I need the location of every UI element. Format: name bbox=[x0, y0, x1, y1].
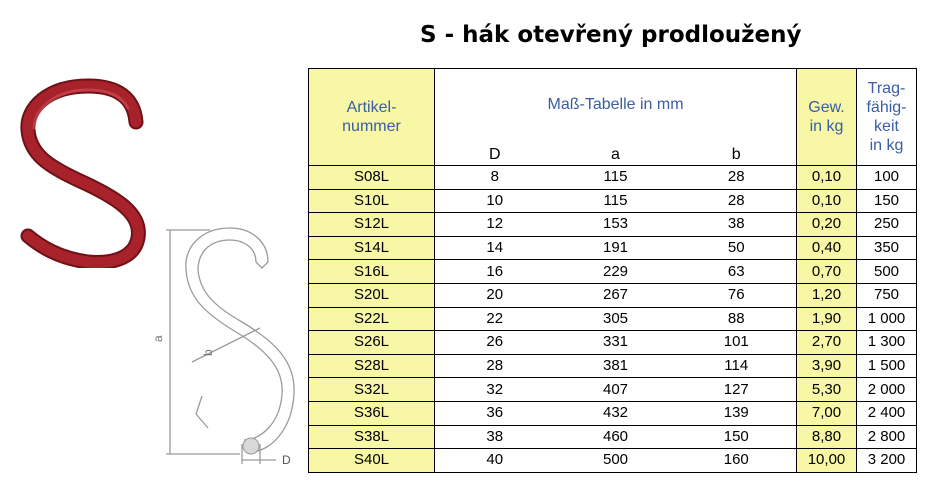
cell-D: 20 bbox=[435, 283, 555, 307]
cell-b: 63 bbox=[677, 260, 797, 284]
cell-load: 350 bbox=[857, 236, 917, 260]
cell-D: 36 bbox=[435, 401, 555, 425]
cell-b: 38 bbox=[677, 213, 797, 237]
cell-article: S12L bbox=[309, 213, 435, 237]
cell-a: 331 bbox=[555, 331, 677, 355]
drawing-hook-lower-lip bbox=[196, 396, 208, 428]
drawing-hook-outline-outer bbox=[186, 228, 282, 440]
table-row bbox=[309, 401, 917, 425]
header-article-line1: Artikel- bbox=[346, 99, 397, 116]
cell-article: S16L bbox=[309, 260, 435, 284]
cell-weight: 5,30 bbox=[797, 378, 857, 402]
header-load-line2: fähig- bbox=[866, 99, 907, 116]
cell-weight: 10,00 bbox=[797, 449, 857, 473]
table-row bbox=[309, 425, 917, 449]
s-hook-photo bbox=[8, 68, 158, 268]
header-weight-line2: in kg bbox=[809, 118, 844, 135]
table-row bbox=[309, 449, 917, 473]
cell-b: 50 bbox=[677, 236, 797, 260]
cell-weight: 2,70 bbox=[797, 331, 857, 355]
cell-load: 100 bbox=[857, 166, 917, 190]
cell-load: 500 bbox=[857, 260, 917, 284]
header-load-line4: in kg bbox=[869, 137, 904, 154]
table-row bbox=[309, 283, 917, 307]
table-row bbox=[309, 189, 917, 213]
cell-D: 22 bbox=[435, 307, 555, 331]
cell-article: S26L bbox=[309, 331, 435, 355]
cell-load: 2 800 bbox=[857, 425, 917, 449]
cell-weight: 0,20 bbox=[797, 213, 857, 237]
cell-article: S20L bbox=[309, 283, 435, 307]
cell-article: S38L bbox=[309, 425, 435, 449]
table-row bbox=[309, 307, 917, 331]
cell-weight: 0,70 bbox=[797, 260, 857, 284]
cell-article: S14L bbox=[309, 236, 435, 260]
cell-a: 500 bbox=[555, 449, 677, 473]
table-row bbox=[309, 260, 917, 284]
cell-D: 32 bbox=[435, 378, 555, 402]
cell-a: 229 bbox=[555, 260, 677, 284]
cell-b: 88 bbox=[677, 307, 797, 331]
cell-article: S36L bbox=[309, 401, 435, 425]
header-col-D: D bbox=[435, 141, 555, 166]
cell-D: 40 bbox=[435, 449, 555, 473]
cell-load: 250 bbox=[857, 213, 917, 237]
cell-article: S08L bbox=[309, 166, 435, 190]
s-hook-technical-drawing bbox=[150, 218, 310, 484]
header-dimensions: Maß-Tabelle in mm bbox=[435, 69, 797, 142]
cell-a: 191 bbox=[555, 236, 677, 260]
cell-a: 432 bbox=[555, 401, 677, 425]
cell-D: 38 bbox=[435, 425, 555, 449]
cell-load: 2 000 bbox=[857, 378, 917, 402]
cell-b: 150 bbox=[677, 425, 797, 449]
cell-weight: 3,90 bbox=[797, 354, 857, 378]
cell-D: 16 bbox=[435, 260, 555, 284]
page-title: S - hák otevřený prodloužený bbox=[420, 22, 802, 48]
cell-load: 1 000 bbox=[857, 307, 917, 331]
cell-load: 750 bbox=[857, 283, 917, 307]
cell-article: S10L bbox=[309, 189, 435, 213]
table-row bbox=[309, 354, 917, 378]
cell-a: 381 bbox=[555, 354, 677, 378]
cell-load: 1 300 bbox=[857, 331, 917, 355]
cell-weight: 0,10 bbox=[797, 189, 857, 213]
cell-weight: 7,00 bbox=[797, 401, 857, 425]
header-load bbox=[857, 69, 917, 166]
spec-table bbox=[308, 68, 917, 473]
cell-weight: 8,80 bbox=[797, 425, 857, 449]
drawing-label-a: a bbox=[151, 335, 165, 342]
drawing-label-D: D bbox=[282, 453, 291, 467]
cell-D: 12 bbox=[435, 213, 555, 237]
table-row bbox=[309, 213, 917, 237]
drawing-label-b: b bbox=[201, 349, 215, 356]
cell-b: 76 bbox=[677, 283, 797, 307]
cell-load: 150 bbox=[857, 189, 917, 213]
header-article-line2: nummer bbox=[342, 118, 401, 135]
cell-a: 153 bbox=[555, 213, 677, 237]
header-article bbox=[309, 69, 435, 166]
cell-b: 101 bbox=[677, 331, 797, 355]
drawing-hook-outline-inner bbox=[198, 240, 294, 452]
cell-a: 115 bbox=[555, 189, 677, 213]
cell-D: 14 bbox=[435, 236, 555, 260]
cell-a: 267 bbox=[555, 283, 677, 307]
cell-weight: 1,90 bbox=[797, 307, 857, 331]
cell-a: 460 bbox=[555, 425, 677, 449]
cell-b: 28 bbox=[677, 189, 797, 213]
cell-article: S22L bbox=[309, 307, 435, 331]
cell-weight: 1,20 bbox=[797, 283, 857, 307]
cell-load: 1 500 bbox=[857, 354, 917, 378]
header-weight bbox=[797, 69, 857, 166]
table-row bbox=[309, 378, 917, 402]
cell-b: 127 bbox=[677, 378, 797, 402]
drawing-hook-top-lip bbox=[256, 262, 268, 268]
table-row bbox=[309, 331, 917, 355]
cell-D: 26 bbox=[435, 331, 555, 355]
cell-article: S32L bbox=[309, 378, 435, 402]
drawing-wire-section bbox=[243, 438, 259, 454]
table-row bbox=[309, 166, 917, 190]
cell-a: 115 bbox=[555, 166, 677, 190]
cell-b: 160 bbox=[677, 449, 797, 473]
s-hook-shadow bbox=[28, 86, 139, 262]
header-col-b: b bbox=[677, 141, 797, 166]
header-weight-line1: Gew. bbox=[808, 99, 845, 116]
cell-article: S28L bbox=[309, 354, 435, 378]
header-col-a: a bbox=[555, 141, 677, 166]
cell-D: 28 bbox=[435, 354, 555, 378]
cell-load: 3 200 bbox=[857, 449, 917, 473]
cell-weight: 0,10 bbox=[797, 166, 857, 190]
cell-weight: 0,40 bbox=[797, 236, 857, 260]
cell-a: 407 bbox=[555, 378, 677, 402]
table-row bbox=[309, 236, 917, 260]
cell-article: S40L bbox=[309, 449, 435, 473]
header-load-line3: keit bbox=[874, 118, 899, 135]
cell-D: 10 bbox=[435, 189, 555, 213]
cell-b: 114 bbox=[677, 354, 797, 378]
cell-load: 2 400 bbox=[857, 401, 917, 425]
cell-a: 305 bbox=[555, 307, 677, 331]
cell-b: 28 bbox=[677, 166, 797, 190]
header-load-line1: Trag- bbox=[867, 80, 906, 97]
cell-D: 8 bbox=[435, 166, 555, 190]
cell-b: 139 bbox=[677, 401, 797, 425]
